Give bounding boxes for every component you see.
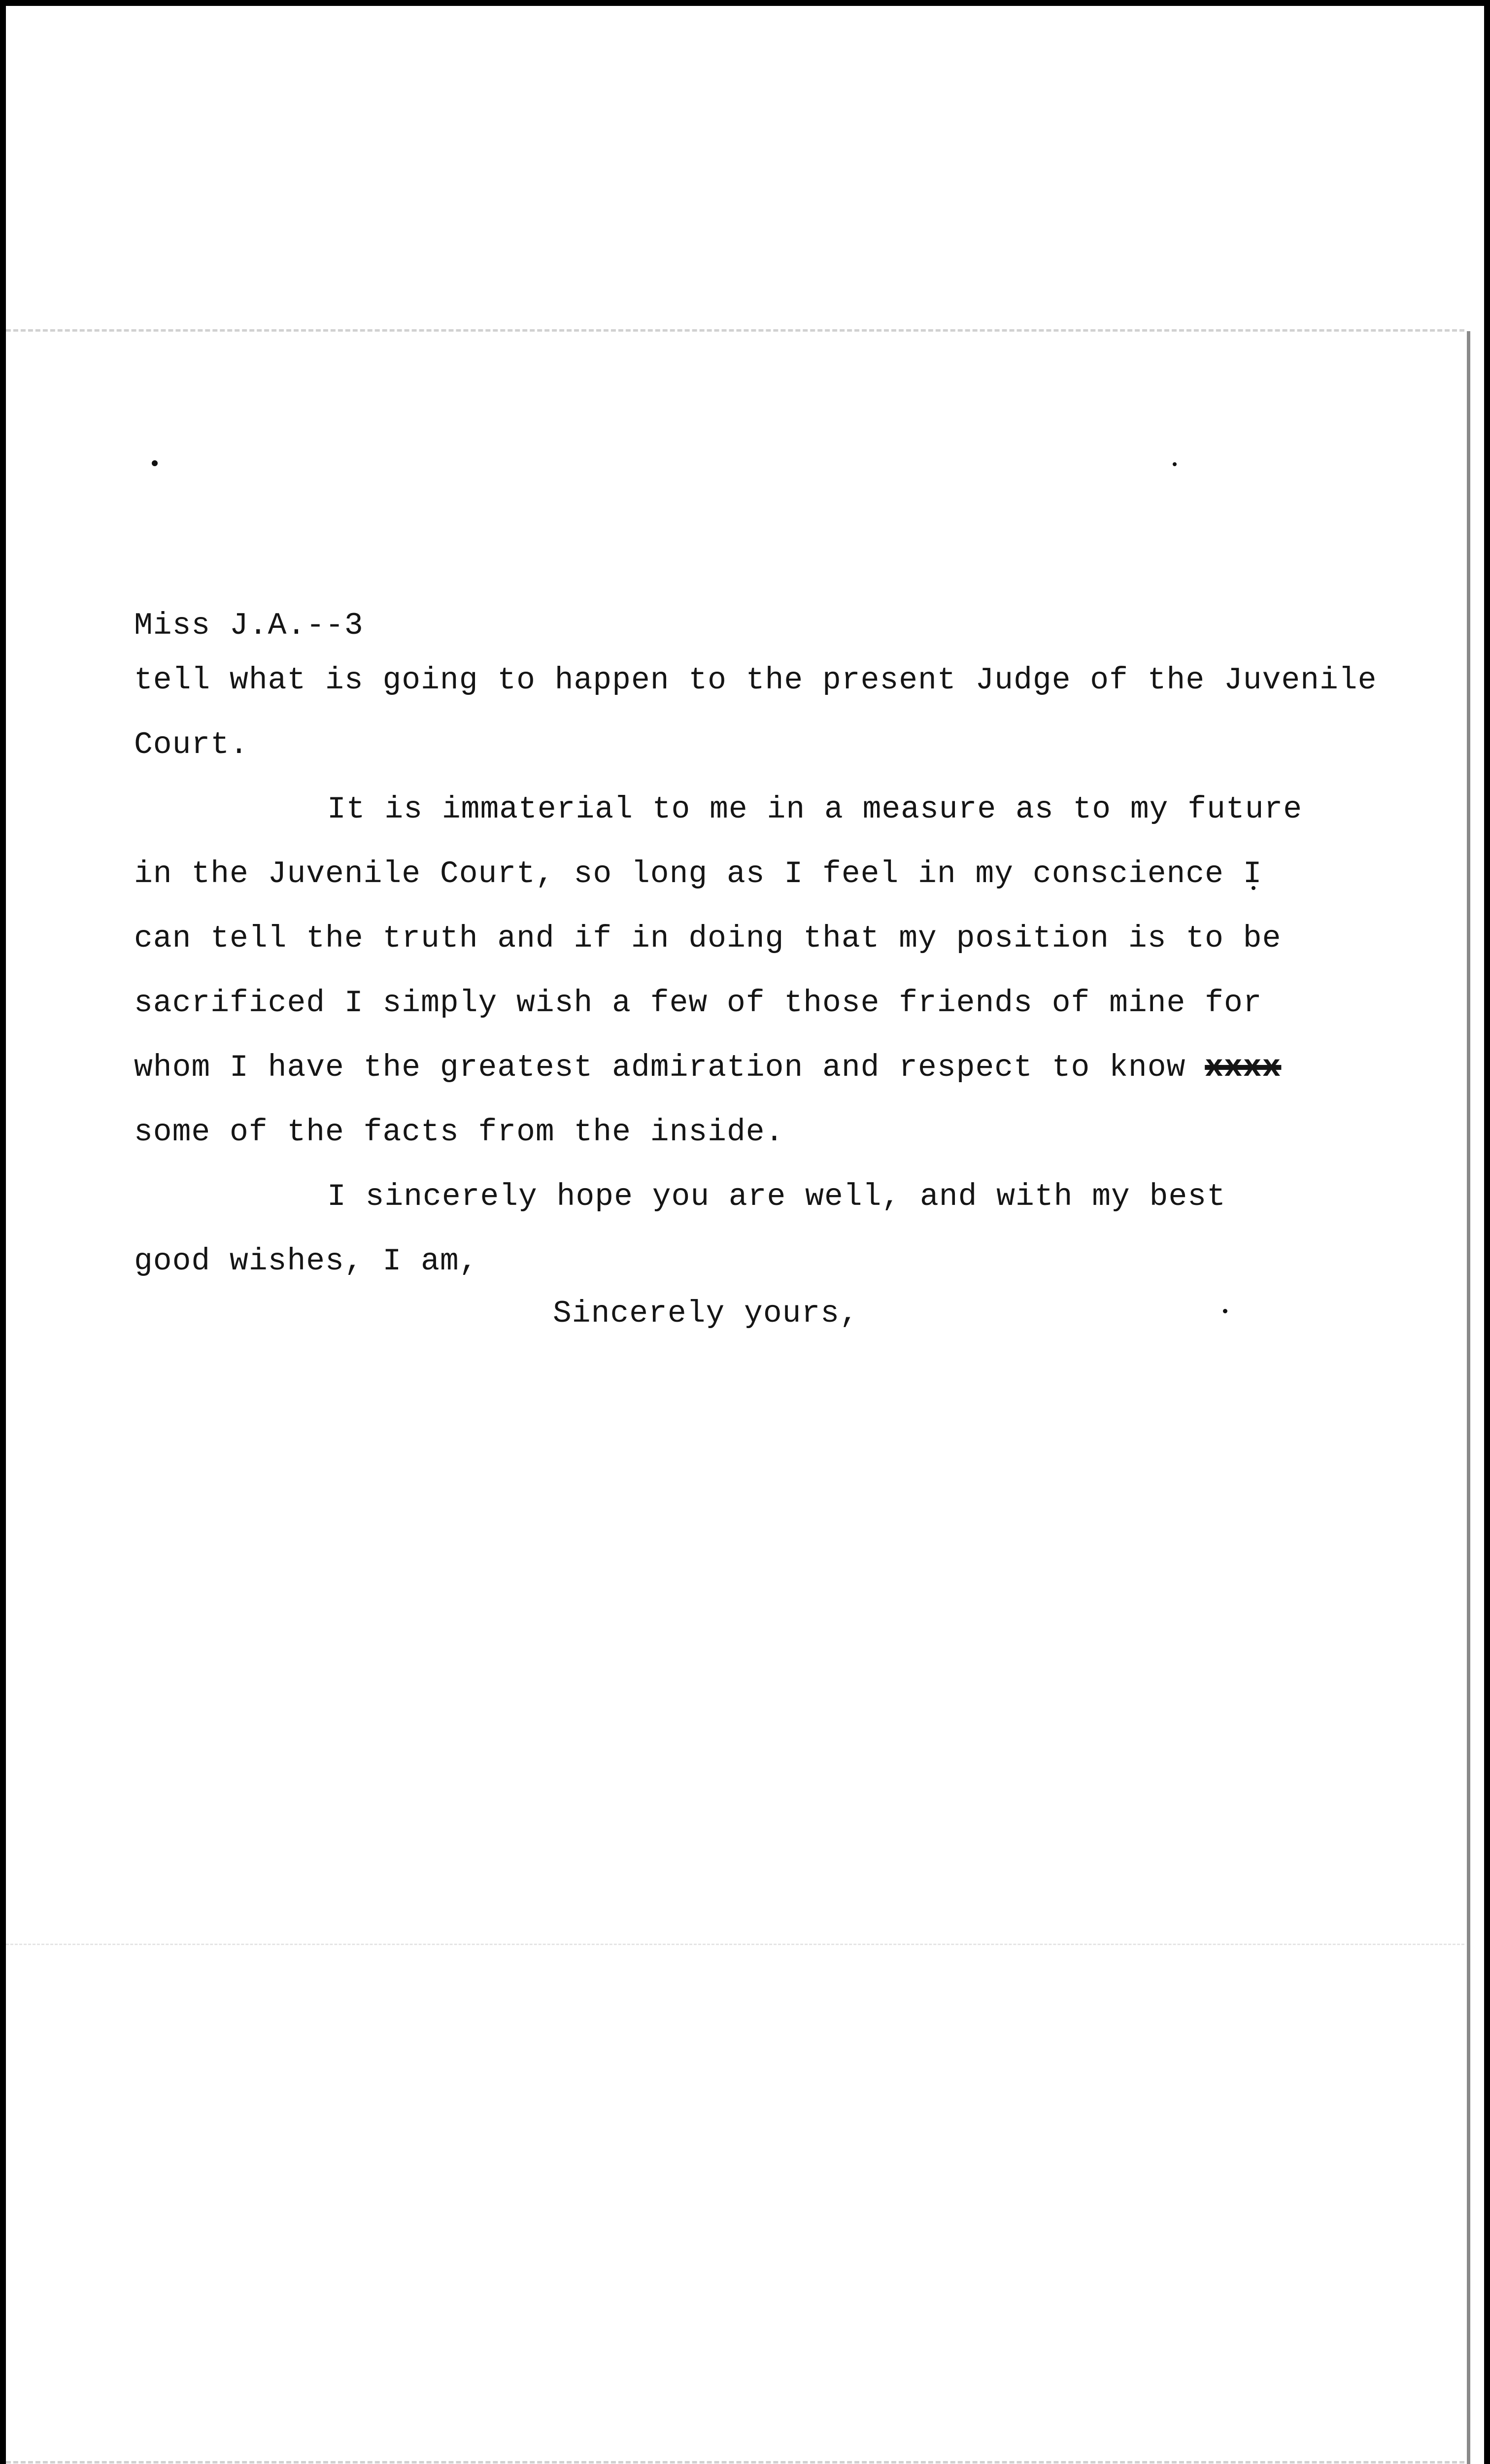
scan-speck — [152, 460, 158, 466]
body-line: tell what is going to happen to the present Judge of the Juvenile — [134, 663, 1377, 698]
scan-fold-line-bottom — [6, 2461, 1464, 2464]
body-line: can tell the truth and if in doing that my position is to be — [134, 921, 1282, 956]
letter-body — [134, 648, 1376, 1294]
body-line: in the Juvenile Court, so long as I feel in my conscience I — [134, 856, 1262, 891]
body-line: Court. — [134, 727, 249, 762]
scan-fold-line-top — [6, 329, 1464, 332]
body-line-with-strikeout — [134, 1035, 1376, 1100]
body-line: sacrificed I simply wish a few of those friends of mine for — [134, 986, 1262, 1021]
body-line: It is immaterial to me in a measure as to my future — [327, 792, 1303, 827]
scan-speck — [1173, 462, 1177, 466]
body-line-text: whom I have the greatest admiration and respect to know — [134, 1050, 1186, 1085]
body-line: some of the facts from the inside. — [134, 1115, 784, 1150]
body-line: good wishes, I am, — [134, 1244, 478, 1279]
body-line: I sincerely hope you are well, and with my best — [327, 1179, 1226, 1214]
scan-speck — [1223, 1309, 1227, 1313]
letter-page — [6, 6, 1484, 2464]
struck-out-text: xxxx — [1205, 1050, 1282, 1085]
page-heading: Miss J.A.--3 — [134, 608, 364, 643]
scan-right-edge — [1467, 331, 1470, 2464]
closing-salutation: Sincerely yours, — [553, 1296, 859, 1331]
scan-fold-line-middle — [6, 1944, 1464, 1945]
